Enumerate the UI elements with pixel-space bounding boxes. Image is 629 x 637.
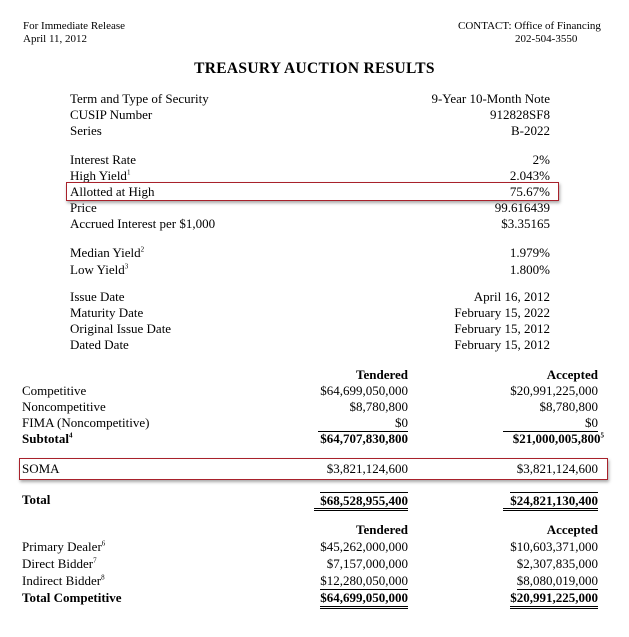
footnote-marker: 1 xyxy=(126,168,131,177)
total-accepted: $24,821,130,400 xyxy=(510,493,598,508)
issue-date-value: April 16, 2012 xyxy=(473,289,550,304)
footnote-marker: 2 xyxy=(140,245,145,254)
soma-highlight-box xyxy=(19,458,608,480)
footnote-marker: 8 xyxy=(101,573,105,582)
high-yield-value: 2.043% xyxy=(509,168,550,183)
primary-dealer-label: Primary Dealer$^6$ xyxy=(22,539,106,554)
total-label: Total xyxy=(22,492,51,507)
noncompetitive-tendered: $8,780,800 xyxy=(349,399,408,414)
accrued-label: Accrued Interest per $1,000 xyxy=(70,216,216,231)
contact-phone: 202-504-3550 xyxy=(515,33,578,45)
page-title: TREASURY AUCTION RESULTS xyxy=(194,60,435,77)
accrued-value: $3.35165 xyxy=(501,216,550,231)
median-yield-label: Median Yield$^2$ xyxy=(70,245,145,260)
primary-dealer-tendered: $45,262,000,000 xyxy=(320,539,408,554)
subtotal-accepted: $21,000,005,800$^5$ xyxy=(512,431,604,446)
primary-dealer-accepted: $10,603,371,000 xyxy=(510,539,598,554)
allotted-value: 75.67% xyxy=(509,184,550,199)
price-value: 99.616439 xyxy=(494,200,550,215)
direct-bidder-accepted: $2,307,835,000 xyxy=(516,556,598,571)
issue-date-label: Issue Date xyxy=(70,289,125,304)
term-label: Term and Type of Security xyxy=(70,91,209,106)
contact-label: CONTACT: Office of Financing xyxy=(458,20,601,32)
price-label: Price xyxy=(70,200,97,215)
noncompetitive-accepted: $8,780,800 xyxy=(539,399,598,414)
direct-bidder-tendered: $7,157,000,000 xyxy=(326,556,408,571)
footnote-marker: 5 xyxy=(600,431,604,440)
interest-rate-value: 2% xyxy=(532,152,550,167)
competitive-label: Competitive xyxy=(22,383,87,398)
maturity-date-value: February 15, 2022 xyxy=(454,305,550,320)
fima-tendered: $0 xyxy=(318,415,408,432)
median-yield-value: 1.979% xyxy=(509,245,550,260)
footnote-marker: 3 xyxy=(124,262,129,271)
series-label: Series xyxy=(70,123,102,138)
dated-date-value: February 15, 2012 xyxy=(454,337,550,352)
noncompetitive-label: Noncompetitive xyxy=(22,399,106,414)
release-date: April 11, 2012 xyxy=(23,33,88,45)
subtotal-label: Subtotal$^4$ xyxy=(22,431,73,446)
total-tendered-underline xyxy=(314,508,408,511)
high-yield-label: High Yield$^1$ xyxy=(70,168,131,183)
interest-rate-label: Interest Rate xyxy=(70,152,137,167)
total-accepted-underline xyxy=(503,508,598,511)
cusip-label: CUSIP Number xyxy=(70,107,153,122)
direct-bidder-label: Direct Bidder$^7$ xyxy=(22,556,97,571)
footnote-marker: 6 xyxy=(101,539,106,548)
total-competitive-accepted: $20,991,225,000 xyxy=(510,590,598,609)
total-tendered: $68,528,955,400 xyxy=(320,493,408,508)
soma-tendered: $3,821,124,600 xyxy=(326,461,408,476)
competitive-accepted: $20,991,225,000 xyxy=(510,383,598,398)
indirect-bidder-tendered: $12,280,050,000 xyxy=(320,573,408,588)
cusip-value: 912828SF8 xyxy=(490,107,550,122)
fima-accepted: $0 xyxy=(503,415,598,432)
original-issue-value: February 15, 2012 xyxy=(454,321,550,336)
term-value: 9-Year 10-Month Note xyxy=(431,91,550,106)
tendered-header: Tendered xyxy=(355,367,408,382)
allotted-label: Allotted at High xyxy=(70,184,155,199)
footnote-marker: 4 xyxy=(68,431,73,440)
maturity-date-label: Maturity Date xyxy=(70,305,144,320)
indirect-bidder-accepted: $8,080,019,000 xyxy=(516,573,598,588)
low-yield-label: Low Yield$^3$ xyxy=(70,262,129,277)
original-issue-label: Original Issue Date xyxy=(70,321,172,336)
low-yield-value: 1.800% xyxy=(509,262,550,277)
release-label: For Immediate Release xyxy=(23,20,126,32)
total-competitive-tendered: $64,699,050,000 xyxy=(320,590,408,609)
fima-label: FIMA (Noncompetitive) xyxy=(22,415,150,430)
soma-label: SOMA xyxy=(22,461,60,476)
indirect-bidder-label: Indirect Bidder$^8$ xyxy=(22,573,105,588)
accepted-header: Accepted xyxy=(546,367,598,382)
tendered-header-2: Tendered xyxy=(355,522,408,537)
competitive-tendered: $64,699,050,000 xyxy=(320,383,408,398)
footnote-marker: 7 xyxy=(93,556,97,565)
series-value: B-2022 xyxy=(511,123,550,138)
dated-date-label: Dated Date xyxy=(70,337,129,352)
subtotal-tendered: $64,707,830,800 xyxy=(320,431,408,446)
total-competitive-label: Total Competitive xyxy=(22,590,122,605)
allotted-highlight-box xyxy=(66,182,559,201)
accepted-header-2: Accepted xyxy=(546,522,598,537)
soma-accepted: $3,821,124,600 xyxy=(516,461,598,476)
